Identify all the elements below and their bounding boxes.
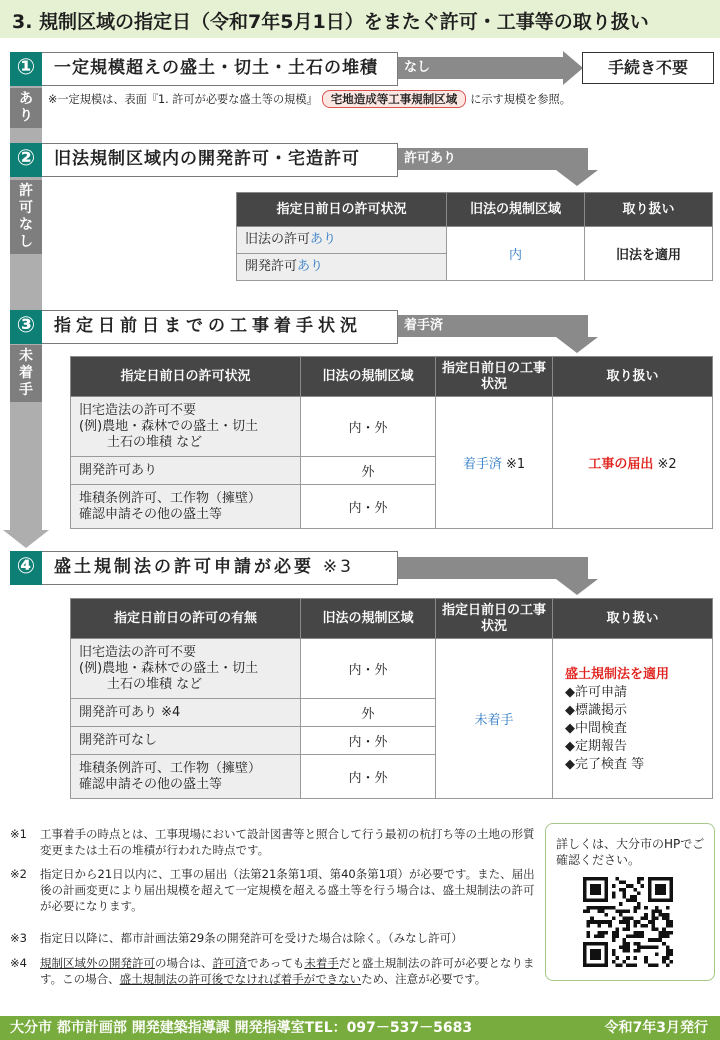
note-pill: 宅地造成等工事規制区域 xyxy=(322,90,467,108)
handling-item: ◆定期報告 xyxy=(565,739,627,754)
row-label xyxy=(71,485,301,529)
handling-title: 盛土規制法を適用 xyxy=(565,667,670,682)
area-cell: 内・外 xyxy=(301,639,436,699)
info-box xyxy=(545,823,715,981)
step2-box xyxy=(42,143,398,177)
no-procedure-box: 手続き不要 xyxy=(582,52,714,84)
col-header: 取り扱い xyxy=(553,357,713,397)
label-line: 開発許可あり xyxy=(79,462,158,478)
row-label xyxy=(71,699,301,727)
fn4-part: 許可済 xyxy=(212,956,247,970)
status-cell: 未着手 xyxy=(436,639,553,799)
label-line: (例)農地・森林での盛土・切土 xyxy=(79,660,259,676)
footnote-mark: ※2 xyxy=(10,867,27,881)
handling-cell xyxy=(553,397,713,529)
step3-table xyxy=(70,356,713,529)
footnote-text: 工事着手の時点とは、工事現場において設計図書等と照合して行う最初の杭打ち等の土地の形質変更または土石の堆積が行われた時点です。 xyxy=(40,827,535,857)
label-line: 堆積条例許可、工作物（擁壁） xyxy=(79,490,262,506)
step3-box xyxy=(42,310,398,344)
handling-note: ※2 xyxy=(657,457,677,472)
side-label-ari xyxy=(10,88,42,128)
step2-arrow-head xyxy=(556,170,598,186)
fn4-part: ため、注意が必要です。 xyxy=(361,972,487,986)
side-char: 未 xyxy=(19,348,33,364)
handling-item: ◆中間検査 xyxy=(565,721,627,736)
handling-cell: 旧法を適用 xyxy=(585,227,713,281)
side-char: 着 xyxy=(19,365,33,381)
step2-arrow-bend xyxy=(566,148,588,170)
step4-text-note: ※3 xyxy=(322,557,354,577)
row-label-highlight: あり xyxy=(297,259,324,274)
label-line: 堆積条例許可、工作物（擁壁） xyxy=(79,760,262,776)
step1-text: 一定規模超えの盛土・切土・土石の堆積 xyxy=(54,58,378,78)
area-cell: 内・外 xyxy=(301,727,436,755)
step4-arrow-head xyxy=(556,579,598,595)
label-line: 開発許可あり ※4 xyxy=(79,704,181,720)
step4-box xyxy=(42,551,398,585)
side-char: 手 xyxy=(19,382,33,398)
side-label-michakushu xyxy=(10,345,42,402)
row-label xyxy=(71,755,301,799)
footnote-mark: ※4 xyxy=(10,956,27,970)
footnote-mark: ※3 xyxy=(10,931,27,945)
step3-text: 指定日前日までの工事着手状況 xyxy=(54,316,362,336)
step3-arrow xyxy=(398,315,588,337)
side-char: 可 xyxy=(19,200,33,216)
fn4-part: 盛土規制法の許可後でなければ着手ができない xyxy=(119,972,362,986)
step1-arrow-label: なし xyxy=(404,60,431,75)
row-label xyxy=(71,727,301,755)
label-line: 確認申請その他の盛土等 xyxy=(79,776,223,792)
area-cell: 内 xyxy=(447,227,585,281)
footnote-mark: ※1 xyxy=(10,827,27,841)
col-header: 指定日前日の許可状況 xyxy=(237,193,447,227)
footnote-text xyxy=(40,955,535,987)
row-label-highlight: あり xyxy=(310,232,337,247)
row-label xyxy=(237,227,447,254)
row-label-text: 旧法の許可 xyxy=(245,232,311,247)
area-cell: 内・外 xyxy=(301,397,436,457)
side-label-kyoka-nashi xyxy=(10,180,42,254)
step1-number: ① xyxy=(10,52,42,86)
side-char: 許 xyxy=(19,183,33,199)
footer-bar xyxy=(0,1016,720,1040)
label-line: 旧宅造法の許可不要 xyxy=(79,402,197,418)
step3-number: ③ xyxy=(10,310,42,344)
step4-text-wrap xyxy=(42,552,397,583)
step4-number: ④ xyxy=(10,551,42,585)
note-prefix: ※一定規模は、表面『1. 許可が必要な盛土等の規模』 xyxy=(48,93,318,106)
side-char: り xyxy=(19,108,33,124)
row-label-text: 開発許可 xyxy=(245,259,298,274)
step3-arrow-bend xyxy=(566,315,588,337)
footnote-text: 指定日以降に、都市計画法第29条の開発許可を受けた場合は除く。（みなし許可） xyxy=(40,931,463,945)
note-suffix: に示す規模を参照。 xyxy=(470,93,571,106)
area-cell: 外 xyxy=(301,699,436,727)
col-header: 指定日前日の許可の有無 xyxy=(71,599,301,639)
col-header: 旧法の規制区域 xyxy=(447,193,585,227)
qr-code-icon[interactable] xyxy=(583,876,673,968)
col-header: 取り扱い xyxy=(585,193,713,227)
fn4-part: 未着手 xyxy=(304,956,339,970)
table-row xyxy=(71,639,713,699)
step2-table xyxy=(236,192,713,281)
label-line: (例)農地・森林での盛土・切土 xyxy=(79,418,259,434)
step4-text: 盛土規制法の許可申請が必要 xyxy=(54,557,314,577)
footnote-text: 指定日から21日以内に、工事の届出（法第21条第1項、第40条第1項）が必要です。また、届出後の計画変更により届出規模を超えて一定規模を超える盛土等を行う場合は、盛土規制法の許可が必要になります。 xyxy=(40,867,535,913)
step4-arrow-bend xyxy=(566,557,588,579)
fn4-part: 規制区域外の開発許可 xyxy=(40,956,155,970)
status-text: 着手済 xyxy=(462,457,502,472)
step4-table xyxy=(70,598,713,799)
col-header: 指定日前日の許可状況 xyxy=(71,357,301,397)
step2-arrow-label: 許可あり xyxy=(404,151,457,166)
status-note: ※1 xyxy=(505,457,526,472)
step4-arrow xyxy=(398,557,588,579)
footnote-1 xyxy=(10,826,535,858)
area-cell: 内・外 xyxy=(301,755,436,799)
info-text: 詳しくは、大分市のHPでご確認ください。 xyxy=(556,837,705,867)
side-char: あ xyxy=(19,91,33,107)
page-title: 3. 規制区域の指定日（令和7年5月1日）をまたぐ許可・工事等の取り扱い xyxy=(12,11,649,33)
status-cell xyxy=(436,397,553,529)
area-cell: 外 xyxy=(301,457,436,485)
step1-arrow-head xyxy=(563,51,583,85)
col-header: 旧法の規制区域 xyxy=(301,357,436,397)
label-line: 開発許可なし xyxy=(79,732,158,748)
area-cell: 内・外 xyxy=(301,485,436,529)
step1-box xyxy=(42,52,398,86)
handling-cell xyxy=(553,639,713,799)
step2-text: 旧法規制区域内の開発許可・宅造許可 xyxy=(54,149,360,169)
title-banner xyxy=(0,0,720,38)
footer-contact: 大分市 都市計画部 開発建築指導課 開発指導室TEL：097－537－5683 xyxy=(10,1020,473,1036)
side-char: な xyxy=(19,217,33,233)
row-label xyxy=(71,639,301,699)
handling-item: ◆標識掲示 xyxy=(565,703,627,718)
handling-text: 工事の届出 xyxy=(588,457,654,472)
table-row xyxy=(237,227,713,254)
step1-arrow xyxy=(398,57,563,79)
table-row xyxy=(71,397,713,457)
row-label xyxy=(71,397,301,457)
handling-item: ◆許可申請 xyxy=(565,685,627,700)
label-line: 旧宅造法の許可不要 xyxy=(79,644,197,660)
footer-issue-date: 令和7年3月発行 xyxy=(604,1020,708,1036)
footnote-4 xyxy=(10,955,535,987)
label-line: 土石の堆積 など xyxy=(107,676,203,692)
col-header: 旧法の規制区域 xyxy=(301,599,436,639)
side-char: し xyxy=(19,234,33,250)
fn4-part: だと盛土規制法の許可が必要となります。この場合、 xyxy=(40,956,535,986)
step1-note xyxy=(48,90,571,109)
step2-arrow xyxy=(398,148,588,170)
step2-number: ② xyxy=(10,143,42,177)
flow-down-arrow-head xyxy=(3,530,49,548)
step3-arrow-label: 着手済 xyxy=(404,318,444,333)
col-header: 取り扱い xyxy=(553,599,713,639)
col-header: 指定日前日の工事状況 xyxy=(436,599,553,639)
label-line: 確認申請その他の盛土等 xyxy=(79,506,223,522)
fn4-part: であっても xyxy=(247,956,305,970)
fn4-part: の場合は、 xyxy=(155,956,213,970)
footnote-3 xyxy=(10,930,535,946)
row-label xyxy=(237,254,447,281)
row-label xyxy=(71,457,301,485)
label-line: 土石の堆積 など xyxy=(107,434,203,450)
handling-item: ◆完了検査 等 xyxy=(565,757,645,772)
col-header: 指定日前日の工事状況 xyxy=(436,357,553,397)
footnote-2 xyxy=(10,866,535,914)
step3-arrow-head xyxy=(556,337,598,353)
